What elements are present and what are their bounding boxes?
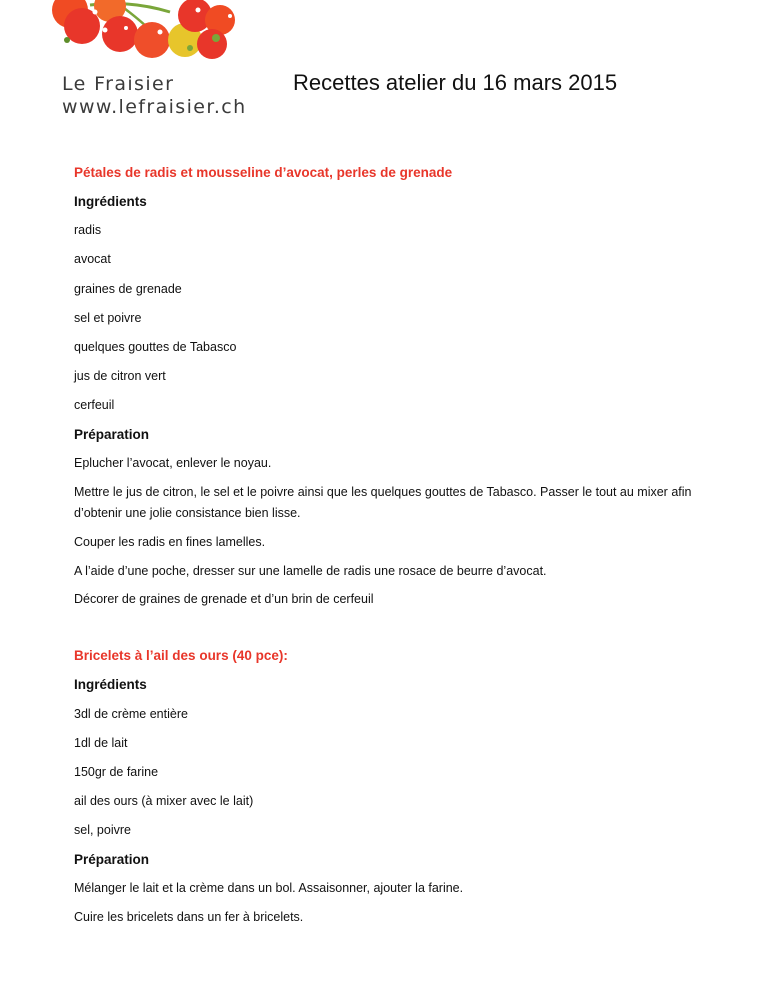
brand-name: Le Fraisier: [62, 73, 175, 95]
ingredient-item: avocat: [74, 252, 111, 266]
brand-url: www.lefraisier.ch: [62, 96, 247, 118]
ingredient-item: sel, poivre: [74, 823, 131, 837]
recipe-title: Pétales de radis et mousseline d’avocat, perles de grenade: [74, 165, 453, 180]
ingredient-item: 150gr de farine: [74, 765, 159, 779]
ingredient-item: jus de citron vert: [74, 369, 166, 383]
preparation-step: Mettre le jus de citron, le sel et le poivre ainsi que les quelques gouttes de Tabasco. Passer le tout au mixer afin d’obtenir une jolie consistance bien lisse.: [74, 485, 692, 520]
ingredient-item: radis: [74, 223, 102, 237]
ingredient-item: 3dl de crème entière: [74, 707, 188, 721]
preparation-step: A l’aide d’une poche, dresser sur une lamelle de radis une rosace de beurre d’avocat.: [74, 564, 547, 578]
document-title: Recettes atelier du 16 mars 2015: [293, 70, 618, 95]
ingredients-heading: Ingrédients: [74, 677, 147, 692]
tomato-logo-icon: [0, 0, 260, 70]
preparation-step: Décorer de graines de grenade et d’un brin de cerfeuil: [74, 592, 374, 606]
recipe-title: Bricelets à l’ail des ours (40 pce):: [74, 648, 288, 663]
ingredient-item: 1dl de lait: [74, 736, 128, 750]
preparation-step: Cuire les bricelets dans un fer à bricelets.: [74, 910, 304, 924]
ingredient-item: cerfeuil: [74, 398, 115, 412]
preparation-step: Couper les radis en fines lamelles.: [74, 535, 266, 549]
ingredients-heading: Ingrédients: [74, 194, 147, 209]
preparation-heading: Préparation: [74, 427, 150, 442]
ingredient-item: quelques gouttes de Tabasco: [74, 340, 237, 354]
preparation-step: Eplucher l’avocat, enlever le noyau.: [74, 456, 272, 470]
ingredient-item: sel et poivre: [74, 311, 142, 325]
ingredient-item: ail des ours (à mixer avec le lait): [74, 794, 254, 808]
preparation-heading: Préparation: [74, 852, 150, 867]
preparation-step: Mélanger le lait et la crème dans un bol. Assaisonner, ajouter la farine.: [74, 881, 464, 895]
ingredient-item: graines de grenade: [74, 282, 182, 296]
